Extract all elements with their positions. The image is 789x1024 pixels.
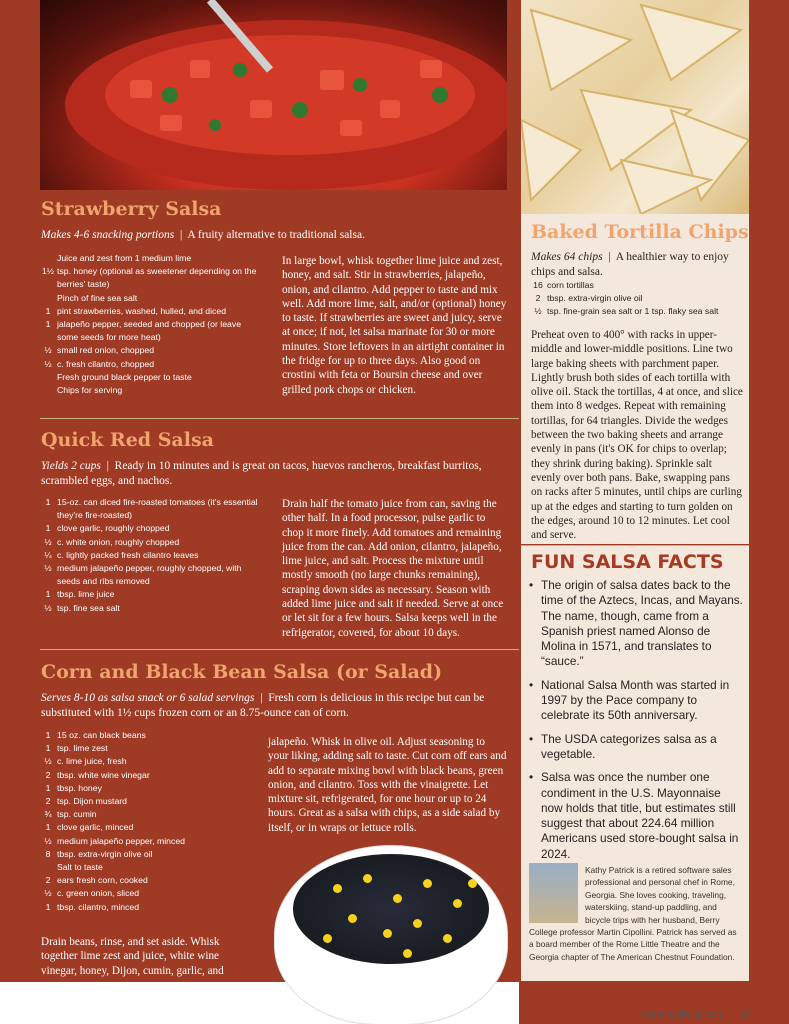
quickred-directions: Drain half the tomato juice from can, saving the other half. In a food processor, pulse garlic to chop it more finely. Add tomatoes and remaining juice from the can. Add onion, cilantro, jalapeño, lime juice, and salt. Process the mixture until mostly smooth (no large chunks remaining), scraping down sides as necessary. Season with added lime juice and salt if needed. Serve at once or let sit for a few hours. Salsa keeps well in the refrigerator, covered, for about 10 days.: [282, 498, 504, 639]
quick-red-salsa-title: Quick Red Salsa: [41, 429, 214, 451]
separator: |: [177, 229, 186, 241]
corn-yield: Serves 8-10 as salsa snack or 6 salad servings: [41, 692, 255, 704]
ingredient-item: ½ tsp. fine-grain sea salt or 1 tsp. flaky sea salt: [534, 306, 719, 317]
ingredient-item: 2 tsp. Dijon mustard: [45, 796, 128, 807]
bowl-contents: [293, 854, 489, 964]
separator: |: [103, 460, 112, 472]
fact-item: • The USDA categorizes salsa as a vegetable.: [529, 731, 717, 761]
corn-directions-part1: Drain beans, rinse, and set aside. Whisk together lime zest and juice, white wine vinegar, honey, Dijon, cumin, garlic, and: [41, 936, 224, 977]
strawberry-salsa-title: Strawberry Salsa: [41, 198, 222, 220]
ingredient-item: Fresh ground black pepper to taste: [57, 371, 192, 382]
ingredient-item: 2 ears fresh corn, cooked: [45, 875, 148, 886]
footer-separator: |: [730, 1009, 733, 1019]
page-footer: [640, 1009, 751, 1019]
ingredient-item: ½ tsp. fine sea salt: [44, 602, 120, 613]
ingredient-item: 1 15 oz. can black beans: [45, 730, 146, 740]
ingredient-item: 2 tbsp. extra-virgin olive oil: [535, 293, 643, 304]
corn-directions-part2: jalapeño. Whisk in olive oil. Adjust seasoning to your liking, adding salt to taste. Cut corn off ears and add to separate mixing bowl with black beans, green onion, and cilantro. Toss with the vinaigrette. Let mixture sit, refrigerated, for one hour or up to 24 hours. Great as a salsa with chips, as a side salad by itself, or in wraps or lettuce rolls.: [268, 736, 507, 834]
ingredient-item: ½ small red onion, chopped: [44, 345, 155, 356]
quickred-intro: [41, 459, 511, 489]
ingredient-item: ½ c. lime juice, fresh: [44, 756, 127, 767]
ingredient-item: 1 tsp. lime zest: [45, 743, 108, 754]
strawberry-desc: A fruity alternative to traditional salsa.: [187, 229, 365, 241]
quickred-yield: Yields 2 cups: [41, 460, 101, 472]
strawberry-salsa-photo: [40, 0, 507, 190]
fact-item: • The origin of salsa dates back to the time of the Aztecs, Incas, and Mayans. The name, though, came from a Spanish priest named Alonso de Molina in 1571, and translates to “sauce.”: [529, 578, 743, 669]
ingredient-item: Chips for serving: [57, 385, 123, 396]
ingredient-item: Salt to taste: [57, 862, 103, 873]
ingredient-item: 1 pint strawberries, washed, hulled, and diced: [45, 305, 227, 316]
author-bio-text: Kathy Patrick is a retired software sales professional and personal chef in Rome, Georgia. She loves cooking, traveling, waterskiing, stand-up paddling, and bicycle trips with her husband, Berry College professor Martin Cipollini. Patrick has served as a board member of the Rome Little Theatre and the Georgia chapter of The American Chestnut Foundation.: [529, 865, 737, 962]
strawberry-ingredients: [39, 252, 264, 397]
tortilla-chips-photo: [521, 0, 749, 214]
separator: |: [605, 251, 614, 263]
corn-salsa-title: Corn and Black Bean Salsa (or Salad): [41, 661, 443, 683]
tortilla-chips-illustration: [521, 0, 749, 214]
ingredient-item: ½ medium jalapeño pepper, minced: [44, 835, 185, 846]
ingredient-item: 1 tbsp. cilantro, minced: [45, 901, 140, 912]
section-divider: [40, 418, 519, 419]
fact-item: • Salsa was once the number one condiment in the U.S. Mayonnaise now holds that title, but estimates still suggest that about 224.64 million Americans used store-bought salsa in 2024.: [529, 770, 739, 861]
corn-ingredients: [39, 729, 264, 914]
tortilla-ingredients: [529, 279, 743, 319]
fun-facts-title: FUN SALSA FACTS: [531, 551, 724, 573]
ingredient-item: ¾ tsp. cumin: [44, 809, 97, 820]
tortilla-yield: Makes 64 chips: [531, 251, 603, 263]
strawberry-yield: Makes 4-6 snacking portions: [41, 229, 175, 241]
quickred-ingredients: [39, 496, 264, 615]
ingredient-item: 1 15-oz. can diced fire-roasted tomatoes (it's essential they're fire-roasted): [45, 497, 258, 521]
strawberry-bowl-illustration: [40, 0, 507, 190]
quickred-desc: Ready in 10 minutes and is great on tacos, huevos rancheros, breakfast burritos, scrambled eggs, and nachos.: [41, 460, 482, 487]
ingredient-item: 1 clove garlic, minced: [45, 822, 134, 833]
strawberry-intro: [41, 228, 511, 243]
ingredient-item: ½ c. white onion, roughly chopped: [44, 536, 180, 547]
ingredient-item: 1½ tsp. honey (optional as sweetener depending on the berries' taste): [41, 266, 257, 290]
page-number: 37: [740, 1009, 751, 1019]
black-bean-salsa-bowl-photo: [275, 846, 507, 1024]
ingredient-item: 1 tbsp. honey: [45, 782, 102, 793]
fun-facts-list: [529, 578, 743, 870]
tortilla-desc: A healthier way to enjoy chips and salsa.: [531, 251, 729, 278]
corn-desc: Fresh corn is delicious in this recipe but can be substituted with 1½ cups frozen corn or an 8.75-ounce can of corn.: [41, 692, 485, 719]
footer-site: nwgeorgialiving.com: [640, 1009, 722, 1019]
tortilla-directions: Preheat oven to 400° with racks in upper-middle and lower-middle positions. Line two large baking sheets with parchment paper. Lightly brush both sides of each tortilla with olive oil. Stack the tortillas, 4 at once, and slice them into 8 wedges. Repeat with remaining tortillas, for 64 triangles. Divide the wedges between the two baking sheets and arrange evenly in pans (it's OK for chips to overlap; they shrink during baking). Sprinkle salt evenly over both pans. Bake, swapping pans on racks after 5 minutes, until chips are curling up at the edges and starting to turn golden on the edges, around 10 to 12 minutes. Let cool and serve.: [531, 329, 743, 542]
ingredient-item: 1 clove garlic, roughly chopped: [45, 523, 170, 534]
ingredient-item: ½ c. green onion, sliced: [44, 888, 140, 899]
fact-item: • National Salsa Month was started in 1997 by the Pace company to celebrate its 50th anniversary.: [529, 677, 730, 723]
ingredient-item: 16 corn tortillas: [533, 280, 594, 290]
separator: |: [257, 692, 266, 704]
tortilla-chips-title: Baked Tortilla Chips: [531, 221, 749, 243]
ingredient-item: ½ c. fresh cilantro, chopped: [44, 358, 155, 369]
ingredient-item: 1 tbsp. lime juice: [45, 589, 115, 600]
ingredient-item: Juice and zest from 1 medium lime: [57, 253, 192, 263]
ingredient-item: ½ medium jalapeño pepper, roughly chopped, with seeds and ribs removed: [44, 563, 242, 587]
ingredient-item: ¼ c. lightly packed fresh cilantro leaves: [44, 549, 199, 560]
avatar-spacer: [529, 864, 585, 924]
ingredient-item: 1 jalapeño pepper, seeded and chopped (or leave some seeds for more heat): [45, 319, 242, 343]
strawberry-directions: In large bowl, whisk together lime juice and zest, honey, and salt. Stir in strawberries, jalapeño, onion, and cilantro. Add pepper to taste and mix well. Add more lime, salt, and/or (optional) honey to taste. If strawberries are sweet and juicy, serve at once; if not, let salsa marinate for 30 or more minutes. Store leftovers in an airtight container in the fridge for up to three days. Also good on crostini with feta or Boursin cheese and over grilled pork chops or chicken.: [282, 255, 507, 396]
tortilla-intro: [531, 250, 741, 280]
author-bio: [529, 864, 743, 963]
ingredient-item: 2 tbsp. white wine vinegar: [45, 769, 150, 780]
ingredient-item: 8 tbsp. extra-virgin olive oil: [45, 848, 153, 859]
section-divider: [40, 649, 519, 650]
corn-intro: [41, 691, 511, 721]
ingredient-item: Pinch of fine sea salt: [57, 292, 138, 303]
